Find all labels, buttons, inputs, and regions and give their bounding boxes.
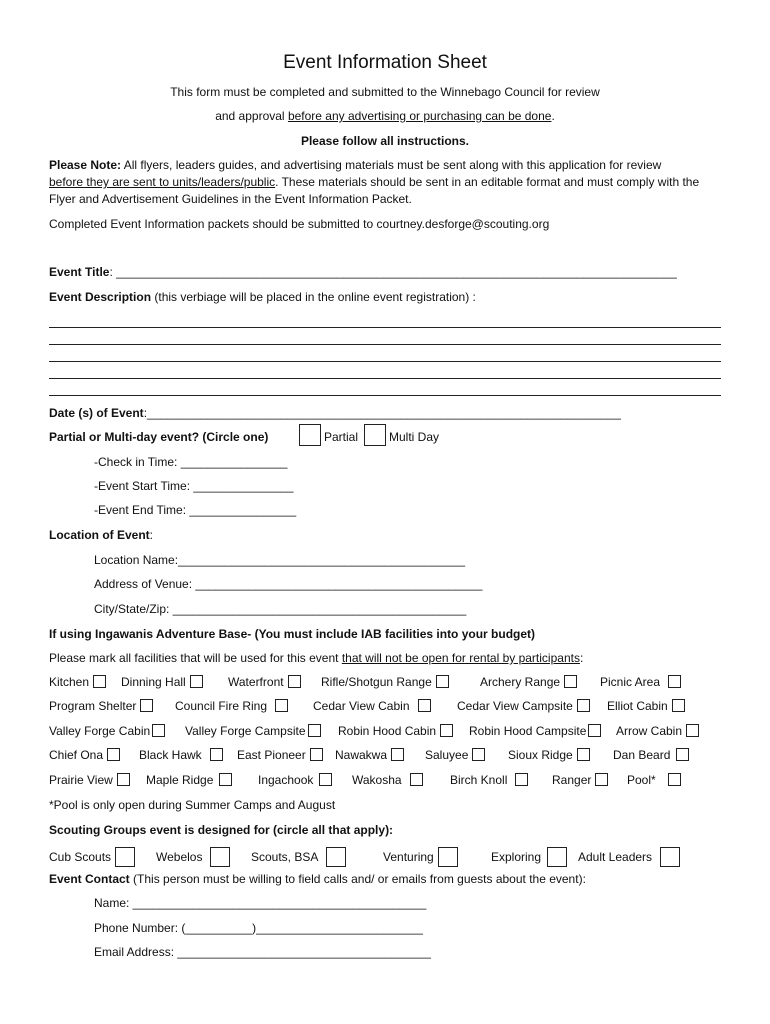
multi-day-checkbox[interactable] xyxy=(364,424,386,446)
instructions-heading: Please follow all instructions. xyxy=(300,134,470,148)
description-line[interactable] xyxy=(49,327,721,328)
checkbox[interactable] xyxy=(564,675,577,688)
event-title-field[interactable]: Event Title: ____________________________________________________________________________________ xyxy=(49,265,677,279)
facility-pool[interactable]: Pool* xyxy=(627,773,681,787)
checkbox[interactable] xyxy=(210,847,230,867)
checkbox[interactable] xyxy=(668,675,681,688)
checkbox[interactable] xyxy=(577,748,590,761)
checkbox[interactable] xyxy=(308,724,321,737)
checkbox[interactable] xyxy=(115,847,135,867)
facility-council-fire-ring[interactable]: Council Fire Ring xyxy=(175,699,288,713)
checkbox[interactable] xyxy=(686,724,699,737)
facilities-prompt: Please mark all facilities that will be used for this event that will not be open for rental by participants: xyxy=(49,651,584,665)
checkbox[interactable] xyxy=(547,847,567,867)
checkbox[interactable] xyxy=(310,748,323,761)
facility-valley-forge-cabin[interactable]: Valley Forge Cabin xyxy=(49,724,165,738)
facility-program-shelter[interactable]: Program Shelter xyxy=(49,699,153,713)
checkbox[interactable] xyxy=(436,675,449,688)
facility-cedar-view-campsite[interactable]: Cedar View Campsite xyxy=(457,699,590,713)
checkbox[interactable] xyxy=(210,748,223,761)
group-venturing[interactable]: Venturing xyxy=(383,847,458,867)
checkbox[interactable] xyxy=(595,773,608,786)
checkbox[interactable] xyxy=(326,847,346,867)
facility-nawakwa[interactable]: Nawakwa xyxy=(335,748,404,762)
group-exploring[interactable]: Exploring xyxy=(491,847,567,867)
facility-waterfront[interactable]: Waterfront xyxy=(228,675,301,689)
contact-name-field[interactable]: Name: ____________________________________________ xyxy=(94,896,427,910)
checkbox[interactable] xyxy=(472,748,485,761)
checkbox[interactable] xyxy=(107,748,120,761)
facility-black-hawk[interactable]: Black Hawk xyxy=(139,748,223,762)
facility-prairie-view[interactable]: Prairie View xyxy=(49,773,130,787)
facility-kitchen[interactable]: Kitchen xyxy=(49,675,106,689)
partial-checkbox[interactable] xyxy=(299,424,321,446)
facility-east-pioneer[interactable]: East Pioneer xyxy=(237,748,323,762)
venue-address-field[interactable]: Address of Venue: ___________________________________________ xyxy=(94,577,483,591)
facility-ranger[interactable]: Ranger xyxy=(552,773,608,787)
groups-heading: Scouting Groups event is designed for (circle all that apply): xyxy=(49,823,394,837)
pool-note: *Pool is only open during Summer Camps and August xyxy=(49,798,336,812)
checkbox[interactable] xyxy=(152,724,165,737)
location-name-field[interactable]: Location Name:___________________________________________ xyxy=(94,553,466,567)
checkbox[interactable] xyxy=(275,699,288,712)
facility-picnic-area[interactable]: Picnic Area xyxy=(600,675,681,689)
checkbox[interactable] xyxy=(410,773,423,786)
intro-line-1: This form must be completed and submitted to the Winnebago Council for review xyxy=(170,85,600,99)
checkbox[interactable] xyxy=(515,773,528,786)
intro-line-2: and approval before any advertising or purchasing can be done. xyxy=(215,109,555,123)
group-adult-leaders[interactable]: Adult Leaders xyxy=(578,847,680,867)
group-scouts-bsa[interactable]: Scouts, BSA xyxy=(251,847,346,867)
checkbox[interactable] xyxy=(219,773,232,786)
partial-option: Partial xyxy=(324,430,359,444)
check-in-time-field[interactable]: -Check in Time: ________________ xyxy=(94,455,288,469)
description-line[interactable] xyxy=(49,378,721,379)
start-time-field[interactable]: -Event Start Time: _______________ xyxy=(94,479,294,493)
location-label: Location of Event: xyxy=(49,528,154,542)
checkbox[interactable] xyxy=(93,675,106,688)
facility-dinning-hall[interactable]: Dinning Hall xyxy=(121,675,203,689)
facility-wakosha[interactable]: Wakosha xyxy=(352,773,423,787)
facility-archery-range[interactable]: Archery Range xyxy=(480,675,577,689)
checkbox[interactable] xyxy=(440,724,453,737)
multi-day-label: Partial or Multi-day event? (Circle one) xyxy=(49,430,269,444)
facility-robin-hood-campsite[interactable]: Robin Hood Campsite xyxy=(469,724,601,738)
checkbox[interactable] xyxy=(672,699,685,712)
facility-dan-beard[interactable]: Dan Beard xyxy=(613,748,689,762)
facility-chief-ona[interactable]: Chief Ona xyxy=(49,748,120,762)
event-description-label: Event Description (this verbiage will be placed in the online event registration) : xyxy=(49,290,476,304)
facility-maple-ridge[interactable]: Maple Ridge xyxy=(146,773,232,787)
facility-arrow-cabin[interactable]: Arrow Cabin xyxy=(616,724,699,738)
checkbox[interactable] xyxy=(319,773,332,786)
description-line[interactable] xyxy=(49,344,721,345)
checkbox[interactable] xyxy=(588,724,601,737)
checkbox[interactable] xyxy=(140,699,153,712)
checkbox[interactable] xyxy=(668,773,681,786)
facility-ingachook[interactable]: Ingachook xyxy=(258,773,332,787)
description-line[interactable] xyxy=(49,395,721,396)
event-contact-label: Event Contact (This person must be willing to field calls and/ or emails from guests about the event): xyxy=(49,872,586,886)
note-paragraph: Please Note: All flyers, leaders guides, and advertising materials must be sent along with this application for review before they are sent to units/leaders/public. These materials should be sent in an editable format and must comply with the Flyer and Advertisement Guidelines in the Event Information Packet. xyxy=(49,158,700,206)
facility-birch-knoll[interactable]: Birch Knoll xyxy=(450,773,528,787)
group-webelos[interactable]: Webelos xyxy=(156,847,230,867)
checkbox[interactable] xyxy=(391,748,404,761)
end-time-field[interactable]: -Event End Time: ________________ xyxy=(94,503,297,517)
checkbox[interactable] xyxy=(117,773,130,786)
multi-day-option: Multi Day xyxy=(389,430,440,444)
facility-valley-forge-campsite[interactable]: Valley Forge Campsite xyxy=(185,724,321,738)
city-state-zip-field[interactable]: City/State/Zip: ____________________________________________ xyxy=(94,602,467,616)
contact-email-field[interactable]: Email Address: ______________________________________ xyxy=(94,945,431,959)
event-dates-field[interactable]: Date (s) of Event:_______________________________________________________________________ xyxy=(49,406,621,420)
checkbox[interactable] xyxy=(660,847,680,867)
checkbox[interactable] xyxy=(418,699,431,712)
facility-robin-hood-cabin[interactable]: Robin Hood Cabin xyxy=(338,724,453,738)
description-line[interactable] xyxy=(49,361,721,362)
ingawanis-heading: If using Ingawanis Adventure Base- (You must include IAB facilities into your budget) xyxy=(49,627,536,641)
facility-saluyee[interactable]: Saluyee xyxy=(425,748,485,762)
checkbox[interactable] xyxy=(577,699,590,712)
checkbox[interactable] xyxy=(676,748,689,761)
contact-phone-field[interactable]: Phone Number: (__________)_________________________ xyxy=(94,921,423,935)
facility-cedar-view-cabin[interactable]: Cedar View Cabin xyxy=(313,699,431,713)
checkbox[interactable] xyxy=(438,847,458,867)
submit-info: Completed Event Information packets should be submitted to courtney.desforge@scouting.org xyxy=(49,217,550,231)
facility-elliot-cabin[interactable]: Elliot Cabin xyxy=(607,699,685,713)
checkbox[interactable] xyxy=(288,675,301,688)
page-title: Event Information Sheet xyxy=(283,52,487,73)
checkbox[interactable] xyxy=(190,675,203,688)
group-cub-scouts[interactable]: Cub Scouts xyxy=(49,847,135,867)
facility-rifle-range[interactable]: Rifle/Shotgun Range xyxy=(321,675,449,689)
facility-sioux-ridge[interactable]: Sioux Ridge xyxy=(508,748,590,762)
